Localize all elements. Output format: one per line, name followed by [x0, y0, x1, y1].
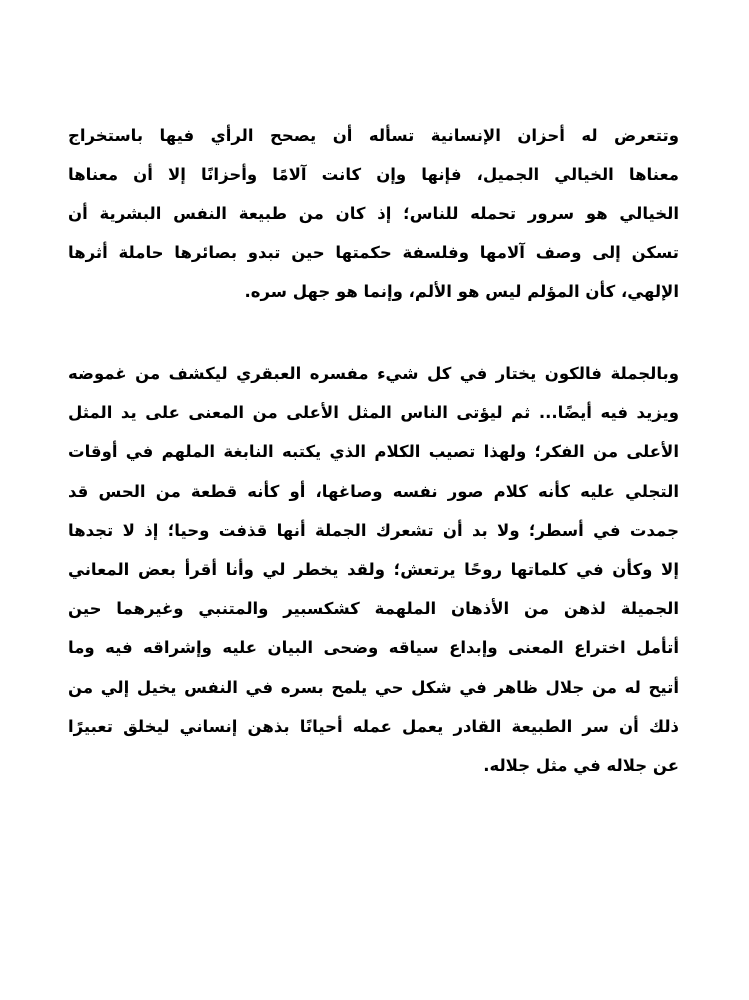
paragraph-2-line-3: الأعلى من الفكر؛ ولهذا تصيب الكلام الذي يكتبه النابغة الملهم في أوقات — [68, 442, 679, 462]
paragraph-1-line-2: معناها الخيالي الجميل، فإنها وإن كانت آلامًا وأحزانًا إلا أن معناها — [68, 165, 679, 184]
paragraph-1-line-4: تسكن إلى وصف آلامها وفلسفة حكمتها حين تبدو بصائرها حاملة أثرها — [68, 243, 679, 262]
paragraph-2-line-2: ويزيد فيه أيضًا... ثم ليؤتى الناس المثل الأعلى من المعنى على يد المثل — [68, 403, 679, 423]
paragraph-2 — [68, 354, 679, 785]
paragraph-2-line-7: الجميلة لذهن من الأذهان الملهمة كشكسبير والمتنبي وغيرهما حين — [68, 599, 679, 619]
paragraph-1-line-5: الإلهي، كأن المؤلم ليس هو الألم، وإنما هو جهل سره. — [244, 282, 679, 301]
paragraph-1-line-3: الخيالي هو سرور تحمله للناس؛ إذ كان من طبيعة النفس البشرية أن — [68, 204, 679, 223]
paragraph-2-line-1: وبالجملة فالكون يختار في كل شيء مفسره العبقري ليكشف من غموضه — [68, 364, 679, 383]
paragraph-2-line-6: إلا وكأن في كلماتها روحًا يرتعش؛ ولقد يخطر لي وأنا أقرأ بعض المعاني — [68, 559, 679, 579]
paragraph-2-line-8: أتأمل اختراع المعنى وإبداع سياقه وضحى البيان عليه وإشراقه فيه وما — [68, 638, 679, 658]
paragraph-2-line-5: جمدت في أسطر؛ ولا بد أن تشعرك الجملة أنها قذفت وحيا؛ إذ لا تجدها — [68, 520, 679, 540]
paragraph-2-line-11: عن جلاله في مثل جلاله. — [483, 755, 679, 775]
paragraph-1-line-1: وتتعرض له أحزان الإنسانية تسأله أن يصحح الرأي فيها باستخراج — [68, 126, 679, 145]
paragraph-2-line-9: أتيح له من جلال ظاهر في شكل حي يلمح بسره في النفس يخيل إلي من — [68, 677, 679, 697]
paragraph-2-line-10: ذلك أن سر الطبيعة القادر يعمل عمله أحيانًا بذهن إنساني ليخلق تعبيرًا — [68, 716, 679, 736]
paragraph-1 — [68, 116, 679, 311]
paragraph-2-line-4: التجلي عليه كأنه كلام صور نفسه وصاغها، أو كأنه قطعة من الحس قد — [68, 481, 679, 501]
